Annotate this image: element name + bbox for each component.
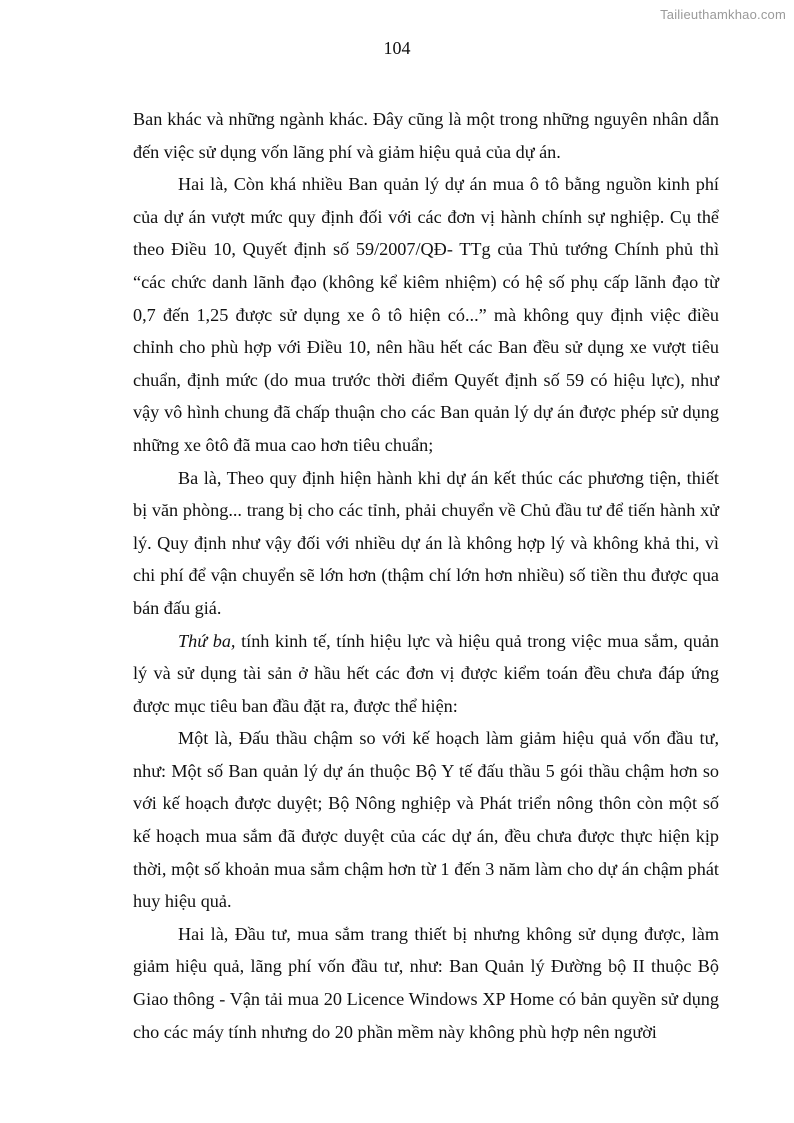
paragraph-hai-la-procurement: Hai là, Đầu tư, mua sắm trang thiết bị nhưng không sử dụng được, làm giảm hiệu quả, lãng phí vốn đầu tư, như: Ban Quản lý Đường bộ II thuộc Bộ Giao thông - Vận tải mua 20 Licence Windows XP Home có bản quyền sử dụng cho các máy tính nhưng do 20 phần mềm này không phù hợp nên người [133, 923, 719, 1042]
paragraph-hai-la-vehicles: Hai là, Còn khá nhiều Ban quản lý dự án mua ô tô bằng nguồn kinh phí của dự án vượt mức quy định đối với các đơn vị hành chính sự nghiệp. Cụ thể theo Điều 10, Quyết định số 59/2007/QĐ- TTg của Thủ tướng Chính phủ thì “các chức danh lãnh đạo (không kể kiêm nhiệm) có hệ số phụ cấp lãnh đạo từ 0,7 đến 1,25 được sử dụng xe ô tô hiện có...” mà không quy định việc điều chỉnh cho phù hợp với Điều 10, nên hầu hết các Ban đều sử dụng xe vượt tiêu chuẩn, định mức (do mua trước thời điểm Quyết định số 59 có hiệu lực), như vậy vô hình chung đã chấp thuận cho các Ban quản lý dự án được phép sử dụng những xe ôtô đã mua cao hơn tiêu chuẩn; [133, 174, 719, 455]
paragraph-continuation: Ban khác và những ngành khác. Đây cũng là một trong những nguyên nhân dẫn đến việc sử dụng vốn lãng phí và giảm hiệu quả của dự án. [133, 109, 719, 162]
paragraph-lead-italic: Thứ ba, [178, 630, 236, 651]
page-number: 104 [383, 38, 411, 58]
paragraph-text: tính kinh tế, tính hiệu lực và hiệu quả trong việc mua sắm, quản lý và sử dụng tài sản ở hầu hết các đơn vị được kiểm toán đều chưa đáp ứng được mục tiêu ban đầu đặt ra, được thể hiện: [133, 630, 719, 716]
watermark: Tailieuthamkhao.com [660, 7, 786, 22]
paragraph-thu-ba [133, 625, 719, 723]
paragraph-ba-la-equipment: Ba là, Theo quy định hiện hành khi dự án kết thúc các phương tiện, thiết bị văn phòng... trang bị cho các tỉnh, phải chuyển về Chủ đầu tư để tiến hành xử lý. Quy định như vậy đối với nhiều dự án là không hợp lý và không khả thi, vì chi phí để vận chuyển sẽ lớn hơn (thậm chí lớn hơn nhiều) số tiền thu được qua bán đấu giá. [133, 467, 719, 618]
document-body [133, 103, 719, 1048]
paragraph-mot-la-bidding: Một là, Đấu thầu chậm so với kế hoạch làm giảm hiệu quả vốn đầu tư, như: Một số Ban quản lý dự án thuộc Bộ Y tế đấu thầu 5 gói thầu chậm hơn so với kế hoạch được duyệt; Bộ Nông nghiệp và Phát triển nông thôn còn một số kế hoạch mua sắm đã được duyệt của các dự án, đều chưa được thực hiện kịp thời, một số khoản mua sắm chậm hơn từ 1 đến 3 năm làm cho dự án chậm phát huy hiệu quả. [133, 728, 719, 912]
